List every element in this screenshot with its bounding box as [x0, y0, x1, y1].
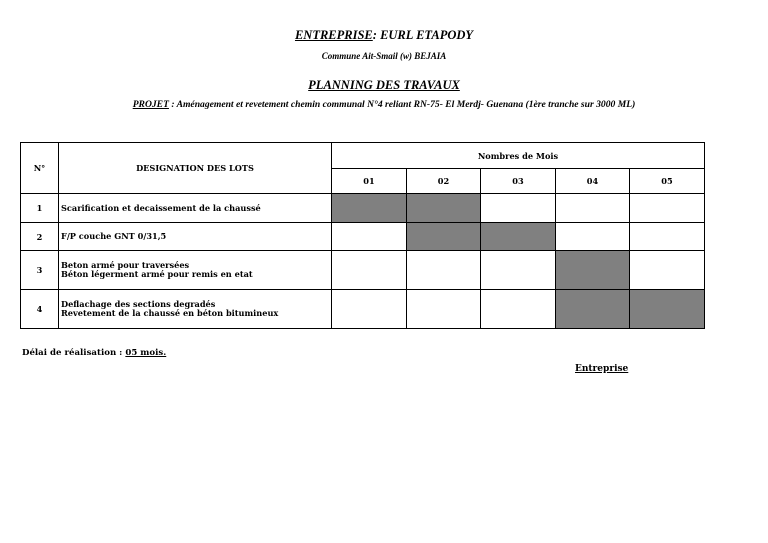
planning-title: PLANNING DES TRAVAUX	[308, 78, 460, 92]
planning-table	[20, 142, 705, 329]
lot-designation	[59, 223, 332, 251]
schedule-cell	[481, 290, 556, 329]
project-text: : Aménagement et revetement chemin communal N°4 reliant RN-75- El Merdj- Guenana (1ère tranche sur 3000 ML)	[168, 99, 636, 110]
months-header: Nombres de Mois	[332, 143, 705, 169]
table-row	[21, 223, 705, 251]
schedule-cell	[481, 194, 556, 223]
row-number: 2	[21, 223, 59, 251]
col-number-header: N°	[21, 143, 59, 194]
schedule-cell	[630, 194, 705, 223]
schedule-cell	[481, 223, 556, 251]
table-row	[21, 194, 705, 223]
lot-designation	[59, 251, 332, 290]
lot-line: Scarification et decaissement de la chaussé	[61, 202, 261, 213]
schedule-cell	[630, 251, 705, 290]
month-header: 03	[481, 169, 556, 194]
schedule-cell	[332, 223, 407, 251]
lot-designation	[59, 194, 332, 223]
schedule-cell	[630, 290, 705, 329]
lot-line: Deflachage des sections degradés	[61, 299, 216, 309]
schedule-cell	[556, 223, 630, 251]
schedule-cell	[407, 290, 481, 329]
project-label: PROJET	[132, 99, 169, 110]
schedule-cell	[332, 290, 407, 329]
schedule-cell	[407, 223, 481, 251]
project-line	[0, 99, 768, 110]
lot-line: F/P couche GNT 0/31,5	[61, 231, 167, 241]
row-number: 3	[21, 251, 59, 290]
schedule-cell	[332, 251, 407, 290]
schedule-cell	[630, 223, 705, 251]
lot-line: Béton légerment armé pour remis en etat	[61, 269, 253, 279]
schedule-cell	[556, 251, 630, 290]
table-row	[21, 290, 705, 329]
schedule-cell	[481, 251, 556, 290]
delay-label: Délai de réalisation :	[22, 348, 126, 358]
schedule-cell	[556, 194, 630, 223]
company-label: ENTREPRISE	[294, 28, 373, 42]
signature-label: Entreprise	[575, 364, 629, 374]
month-header: 04	[556, 169, 630, 194]
month-header: 01	[332, 169, 407, 194]
schedule-cell	[407, 251, 481, 290]
schedule-cell	[332, 194, 407, 223]
col-designation-header: DESIGNATION DES LOTS	[59, 143, 332, 194]
delay-line	[22, 348, 166, 358]
company-name: : EURL ETAPODY	[372, 28, 474, 42]
lot-line: Revetement de la chaussé en béton bitumineux	[61, 308, 279, 318]
commune-line: Commune Ait-Smail (w) BEJAIA	[321, 51, 447, 61]
row-number: 4	[21, 290, 59, 329]
lot-designation	[59, 290, 332, 329]
month-header: 02	[407, 169, 481, 194]
month-header: 05	[630, 169, 705, 194]
delay-value: 05 mois.	[125, 348, 167, 358]
schedule-cell	[407, 194, 481, 223]
row-number: 1	[21, 194, 59, 223]
company-line	[0, 28, 768, 43]
lot-line: Beton armé pour traversées	[61, 260, 190, 270]
schedule-cell	[556, 290, 630, 329]
table-row	[21, 251, 705, 290]
